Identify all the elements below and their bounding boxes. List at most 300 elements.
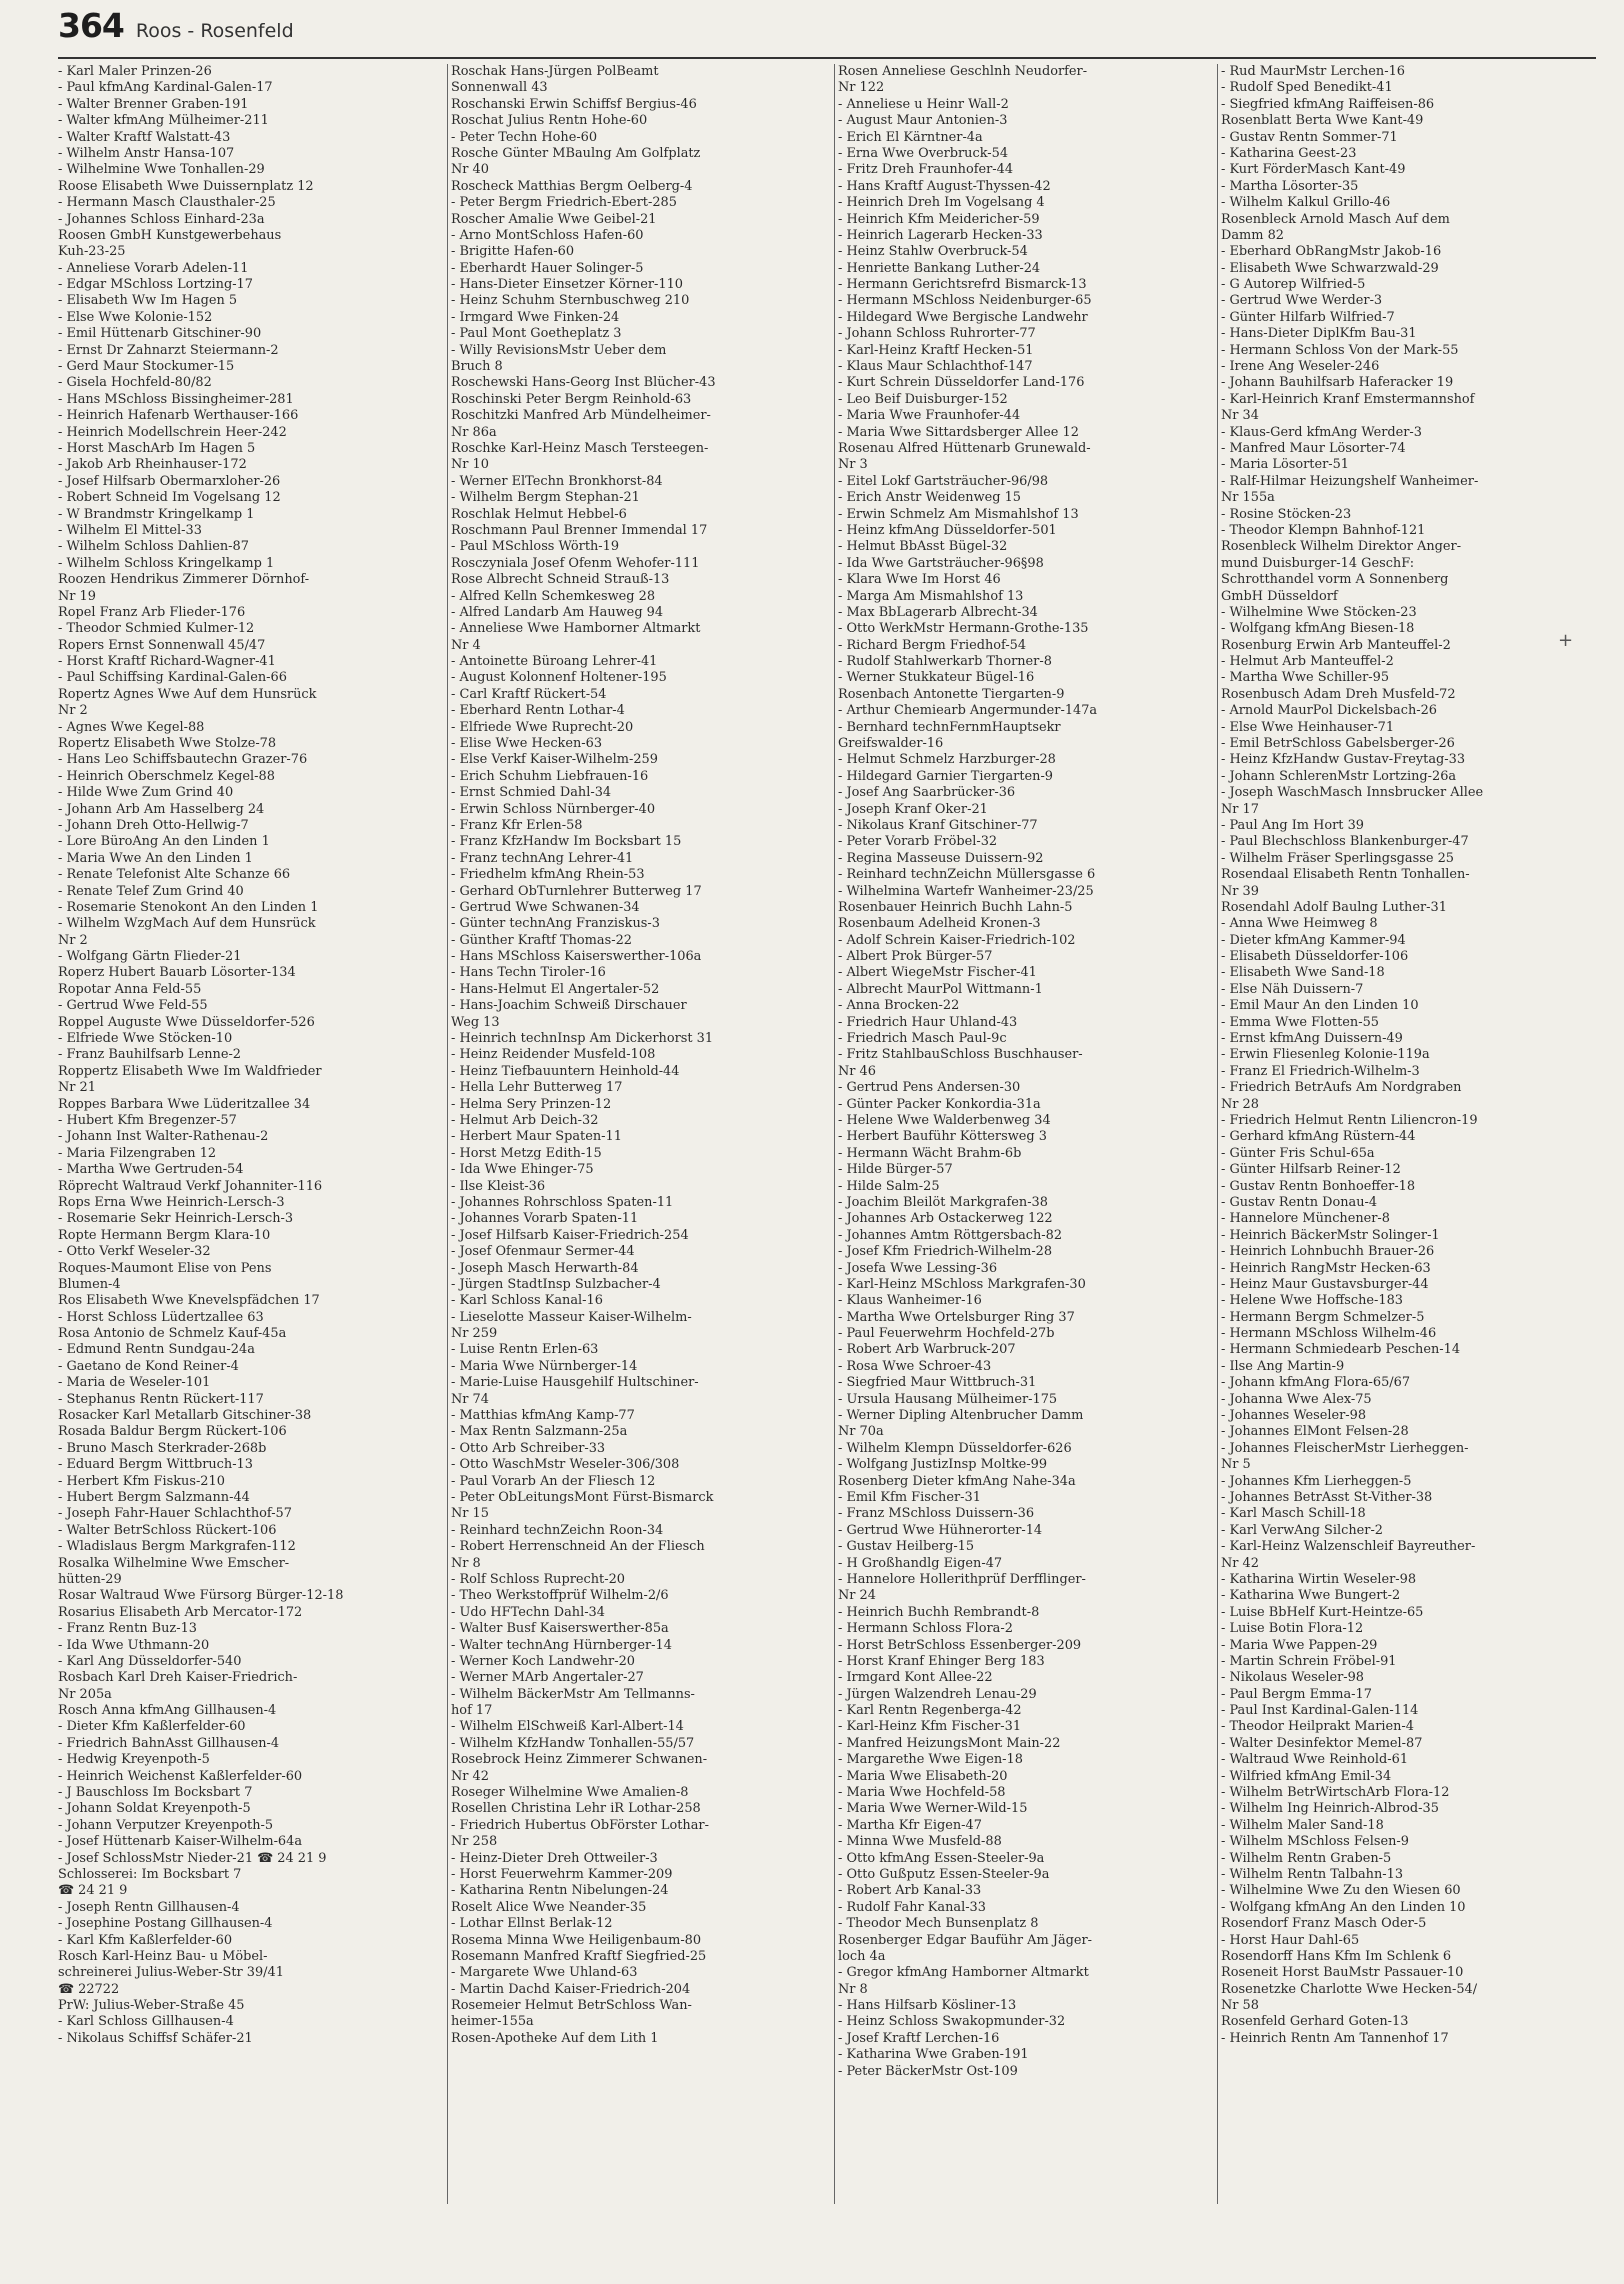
directory-entry: Rosch Anna kfmAng Gillhausen-4 [58,1703,277,1719]
directory-entry: - Josefa Wwe Lessing-36 [838,1260,998,1276]
directory-entry: - Wolfgang JustizInsp Moltke-99 [838,1457,1048,1473]
directory-entry: - Heinrich Lohnbuchh Brauer-26 [1221,1244,1435,1260]
directory-entry: - Josef Hüttenarb Kaiser-Wilhelm-64a [58,1834,303,1850]
directory-entry: - Luise Botin Flora-12 [1221,1621,1364,1637]
directory-entry: - Regina Masseuse Duissern-92 [838,850,1044,866]
directory-entry: - Friedrich Haur Uhland-43 [838,1014,1018,1030]
directory-entry: - Gregor kfmAng Hamborner Altmarkt [838,1965,1089,1981]
header-rule [58,57,1596,59]
directory-entry: Blumen-4 [58,1276,121,1292]
directory-entry: - Eberhard Rentn Lothar-4 [451,703,625,719]
directory-entry: - Franz MSchloss Duissern-36 [838,1506,1035,1522]
directory-entry: - Wolfgang kfmAng Biesen-18 [1221,621,1415,637]
directory-entry: - Hermann MSchloss Wilhelm-46 [1221,1326,1437,1342]
directory-entry: Ros Elisabeth Wwe Knevelspfädchen 17 [58,1293,320,1309]
column-4 [1221,64,1601,2214]
directory-entry: Roppertz Elisabeth Wwe Im Waldfrieder [58,1063,322,1079]
directory-entry: Schlosserei: Im Bocksbart 7 [58,1866,242,1882]
directory-entry: - Hildegard Garnier Tiergarten-9 [838,768,1054,784]
directory-entry: - Heinz Reidender Musfeld-108 [451,1047,656,1063]
directory-entry: - Paul MSchloss Wörth-19 [451,539,620,555]
directory-entry: - Waltraud Wwe Reinhold-61 [1221,1752,1409,1768]
column-3 [838,64,1216,2214]
directory-entry: - Johannes Weseler-98 [1221,1408,1367,1424]
directory-entry: - Günter Fris Schul-65a [1221,1145,1375,1161]
directory-entry: - Johannes Kfm Lierheggen-5 [1221,1473,1412,1489]
directory-entry: - Theodor Heilprakt Marien-4 [1221,1719,1414,1735]
directory-entry: - Heinrich Kfm Meidericher-59 [838,211,1040,227]
directory-entry: - Wilhelm MSchloss Felsen-9 [1221,1834,1409,1850]
directory-entry: - Johannes Vorarb Spaten-11 [451,1211,639,1227]
directory-entry: - Edgar MSchloss Lortzing-17 [58,277,253,293]
directory-entry: - Heinz-Dieter Dreh Ottweiler-3 [451,1850,658,1866]
directory-entry: - Gertrud Wwe Schwanen-34 [451,899,640,915]
directory-entry: - W Brandmstr Kringelkamp 1 [58,506,255,522]
directory-entry: - Max BbLagerarb Albrecht-34 [838,604,1038,620]
directory-entry: - Hermann Masch Clausthaler-25 [58,195,276,211]
directory-entry: - Helmut Arb Deich-32 [451,1113,599,1128]
directory-entry: - Anna Wwe Heimweg 8 [1221,916,1378,932]
directory-entry: - Rudolf Stahlwerkarb Thorner-8 [838,654,1052,670]
directory-entry: - Emil Maur An den Linden 10 [1221,998,1419,1014]
directory-entry: - Jürgen StadtInsp Sulzbacher-4 [451,1276,661,1292]
directory-entry: - Marga Am Mismahlshof 13 [838,588,1024,604]
directory-entry: Damm 82 [1221,227,1284,243]
directory-entry: - Robert Schneid Im Vogelsang 12 [58,490,281,506]
directory-entry: - Hermann Bergm Schmelzer-5 [1221,1309,1425,1325]
directory-entry: - Friedrich BetrAufs Am Nordgraben [1221,1080,1462,1096]
directory-entry: Rosch Karl-Heinz Bau- u Möbel- [58,1948,268,1964]
directory-entry: - August Maur Antonien-3 [838,113,1008,129]
directory-entry: - Wolfgang Gärtn Flieder-21 [58,949,242,965]
directory-entry: - Margarethe Wwe Eigen-18 [838,1752,1023,1768]
directory-entry: - Else Verkf Kaiser-Wilhelm-259 [451,752,658,768]
directory-entry: - Friedrich BahnAsst Gillhausen-4 [58,1735,280,1751]
directory-entry: - Ida Wwe Uthmann-20 [58,1637,210,1653]
directory-entry: - Karl Maler Prinzen-26 [58,64,212,79]
directory-entry: - Werner Koch Landwehr-20 [451,1653,635,1669]
directory-entry: - Herbert Maur Spaten-11 [451,1129,622,1145]
directory-entry: Ropers Ernst Sonnenwall 45/47 [58,637,266,653]
directory-entry: - Karl Kfm Kaßlerfelder-60 [58,1932,233,1948]
directory-entry: - Wilhelm Fräser Sperlingsgasse 25 [1221,850,1454,866]
directory-entry: - Hilde Bürger-57 [838,1162,953,1178]
directory-entry: Rosemeier Helmut BetrSchloss Wan- [451,1998,692,2014]
directory-entry: - Karl Schloss Kanal-16 [451,1293,603,1309]
directory-entry: - Otto Gußputz Essen-Steeler-9a [838,1866,1050,1882]
directory-entry: - Bruno Masch Sterkrader-268b [58,1440,267,1456]
directory-entry: - Gerhard kfmAng Rüstern-44 [1221,1129,1416,1145]
directory-entry: - Walter Brenner Graben-191 [58,96,249,112]
directory-entry: - Ernst Schmied Dahl-34 [451,785,612,801]
directory-entry: - Peter Vorarb Fröbel-32 [838,834,998,850]
directory-entry: - Heinz Stahlw Overbruck-54 [838,244,1028,260]
directory-entry: - Robert Arb Kanal-33 [838,1883,982,1899]
directory-entry: Nr 70a [838,1424,884,1440]
directory-entry: - Hilde Salm-25 [838,1178,940,1194]
directory-entry: - Johann Arb Am Hasselberg 24 [58,801,265,817]
directory-entry: - Wilhelmine Wwe Tonhallen-29 [58,162,265,178]
directory-entry: Nr 24 [838,1588,876,1604]
directory-entry: - Siegfried Maur Wittbruch-31 [838,1375,1037,1391]
directory-entry: - Elfriede Wwe Ruprecht-20 [451,719,634,735]
directory-entry: Rosada Baldur Bergm Rückert-106 [58,1424,287,1440]
directory-entry: - Heinrich Lagerarb Hecken-33 [838,227,1043,243]
directory-entry: - Karl Rentn Regenberga-42 [838,1703,1022,1719]
directory-entry: - Wilhelm BäckerMstr Am Tellmanns- [451,1686,695,1702]
directory-entry: Rosar Waltraud Wwe Fürsorg Bürger-12-18 [58,1588,344,1604]
directory-entry: - Johanna Wwe Alex-75 [1221,1391,1372,1407]
directory-entry: - Friedrich Helmut Rentn Liliencron-19 [1221,1113,1478,1128]
directory-entry: - Horst Haur Dahl-65 [1221,1932,1360,1948]
directory-entry: Nr 8 [451,1555,481,1571]
directory-entry: - Heinrich Weichenst Kaßlerfelder-60 [58,1768,303,1784]
directory-entry: - Fritz Dreh Fraunhofer-44 [838,162,1014,178]
directory-entry: - Heinz KfzHandw Gustav-Freytag-33 [1221,752,1466,768]
directory-entry: - Martin Schrein Fröbel-91 [1221,1653,1397,1669]
directory-entry: Rosenau Alfred Hüttenarb Grunewald- [838,440,1091,456]
directory-entry: - Gisela Hochfeld-80/82 [58,375,212,391]
directory-entry: - Alfred Kelln Schemkesweg 28 [451,588,656,604]
directory-entry: - Rosemarie Stenokont An den Linden 1 [58,899,319,915]
directory-entry: - Helene Wwe Walderbenweg 34 [838,1113,1051,1128]
directory-entry: - Maria Wwe Werner-Wild-15 [838,1801,1028,1817]
directory-entry: - Nikolaus Schiffsf Schäfer-21 [58,2030,253,2046]
directory-entry: - Heinz Maur Gustavsburger-44 [1221,1276,1429,1292]
directory-entry: - Rudolf Fahr Kanal-33 [838,1899,986,1915]
directory-entry: hof 17 [451,1703,493,1719]
directory-entry: - Hans Kraftf August-Thyssen-42 [838,178,1051,194]
directory-entry: - Joseph Kranf Oker-21 [838,801,988,817]
directory-entry: - Arno MontSchloss Hafen-60 [451,227,644,243]
directory-entry: - Hedwig Kreyenpoth-5 [58,1752,210,1768]
directory-entry: - Heinrich Buchh Rembrandt-8 [838,1604,1040,1620]
directory-entry: - Paul Schiffsing Kardinal-Galen-66 [58,670,287,686]
directory-entry: - Johann Dreh Otto-Hellwig-7 [58,817,249,833]
directory-entry: Rosenbusch Adam Dreh Musfeld-72 [1221,686,1456,702]
directory-entry: - Helene Wwe Hoffsche-183 [1221,1293,1403,1309]
directory-entry: - Heinrich Modellschrein Heer-242 [58,424,287,440]
directory-entry: - Horst Kranf Ehinger Berg 183 [838,1653,1045,1669]
directory-entry: - Robert Arb Warbruck-207 [838,1342,1016,1358]
directory-entry: Roschitzki Manfred Arb Mündelheimer- [451,408,711,424]
directory-entry: Rosema Minna Wwe Heiligenbaum-80 [451,1932,702,1948]
directory-entry: Roschanski Erwin Schiffsf Bergius-46 [451,96,697,112]
directory-entry: - H Großhandlg Eigen-47 [838,1555,1003,1571]
directory-entry: - Emil BetrSchloss Gabelsberger-26 [1221,736,1455,752]
directory-entry: - Herbert Bauführ Köttersweg 3 [838,1129,1047,1145]
directory-entry: Nr 19 [58,588,96,604]
directory-entry: - Klaus Maur Schlachthof-147 [838,359,1033,375]
directory-entry: - Albrecht MaurPol Wittmann-1 [838,981,1043,997]
directory-entry: - Paul Mont Goetheplatz 3 [451,326,622,342]
directory-entry: - Renate Telef Zum Grind 40 [58,883,244,899]
directory-entry: - Horst MaschArb Im Hagen 5 [58,440,256,456]
directory-entry: - Heinrich BäckerMstr Solinger-1 [1221,1227,1440,1243]
directory-entry: - Arnold MaurPol Dickelsbach-26 [1221,703,1438,719]
directory-entry: - Emil Hüttenarb Gitschiner-90 [58,326,262,342]
directory-entry: - Johann Schloss Ruhrorter-77 [838,326,1036,342]
directory-entry: - Elisabeth Düsseldorfer-106 [1221,949,1409,965]
directory-entry: - Walter technAng Hürnberger-14 [451,1637,672,1653]
directory-entry: - Werner Dipling Altenbrucher Damm [838,1408,1084,1424]
directory-entry: - Margarete Wwe Uhland-63 [451,1965,638,1981]
directory-entry: Ropertz Agnes Wwe Auf dem Hunsrück [58,686,317,702]
directory-entry: Nr 205a [58,1686,112,1702]
directory-entry: hütten-29 [58,1571,122,1587]
directory-entry: - Heinrich Rentn Am Tannenhof 17 [1221,2030,1449,2046]
directory-entry: - Wilhelm Klempn Düsseldorfer-626 [838,1440,1072,1456]
directory-entry: Nr 21 [58,1080,96,1096]
directory-entry: - Ernst Dr Zahnarzt Steiermann-2 [58,342,279,358]
directory-entry: - Anneliese Wwe Hamborner Altmarkt [451,621,701,637]
directory-entry: - Josef Kfm Friedrich-Wilhelm-28 [838,1244,1053,1260]
directory-entry: - Elfriede Wwe Stöcken-10 [58,1031,233,1047]
directory-entry: - Martha Lösorter-35 [1221,178,1359,194]
directory-entry: - Maria Wwe Fraunhofer-44 [838,408,1021,424]
directory-entry: - Karl Ang Düsseldorfer-540 [58,1653,242,1669]
directory-entry: - Lothar Ellnst Berlak-12 [451,1916,613,1932]
directory-entry: Röprecht Waltraud Verkf Johanniter-116 [58,1178,323,1194]
directory-entry: - Martha Wwe Ortelsburger Ring 37 [838,1309,1075,1325]
directory-entry: - Wilhelm Bergm Stephan-21 [451,490,640,506]
directory-entry: - Anneliese Vorarb Adelen-11 [58,260,249,276]
directory-entry: - Hans-Joachim Schweiß Dirschauer [451,998,687,1014]
directory-entry: - Paul Feuerwehrm Hochfeld-27b [838,1326,1055,1342]
directory-entry: - Irmgard Wwe Finken-24 [451,309,620,325]
directory-entry: - Horst Feuerwehrm Kammer-209 [451,1866,673,1882]
directory-entry: - Gaetano de Kond Reiner-4 [58,1358,239,1374]
directory-entry: - Maria Wwe Nürnberger-14 [451,1358,638,1374]
directory-entry: - Anneliese u Heinr Wall-2 [838,96,1009,112]
directory-entry: Roselt Alice Wwe Neander-35 [451,1899,647,1915]
directory-entry: - Carl Kraftf Rückert-54 [451,686,607,702]
directory-entry: - Ida Wwe Ehinger-75 [451,1162,594,1178]
directory-entry: - Gustav Rentn Sommer-71 [1221,129,1398,145]
directory-entry: - Hella Lehr Butterweg 17 [451,1080,623,1096]
directory-entry: Ropotar Anna Feld-55 [58,981,202,997]
directory-entry: - Friedrich Hubertus ObFörster Lothar- [451,1817,709,1833]
directory-entry: - Josef Ofenmaur Sermer-44 [451,1244,635,1260]
page-title: Roos - Rosenfeld [135,20,294,42]
directory-entry: - Manfred Maur Lösorter-74 [1221,440,1406,456]
directory-entry: - Katharina Wirtin Weseler-98 [1221,1571,1417,1587]
directory-entry: Roppes Barbara Wwe Lüderitzallee 34 [58,1096,311,1112]
directory-entry: - Rosa Wwe Schroer-43 [838,1358,992,1374]
directory-entry: - Josef Hilfsarb Kaiser-Friedrich-254 [451,1227,689,1243]
directory-entry: - Martha Wwe Gertruden-54 [58,1162,244,1178]
directory-entry: Rosen Anneliese Geschlnh Neudorfer- [838,64,1088,79]
directory-entry: Nr 258 [451,1834,498,1850]
directory-entry: Nr 40 [451,162,489,178]
directory-entry: - Franz Kfr Erlen-58 [451,817,583,833]
directory-entry: - Gertrud Pens Andersen-30 [838,1080,1021,1096]
directory-entry: - Robert Herrenschneid An der Fliesch [451,1539,705,1555]
directory-entry: - Hermann Schloss Flora-2 [838,1621,1013,1637]
directory-entry: - Wilhelm Anstr Hansa-107 [58,145,235,161]
directory-entry: - Hermann Schmiedearb Peschen-14 [1221,1342,1461,1358]
directory-entry: - Lieselotte Masseur Kaiser-Wilhelm- [451,1309,692,1325]
directory-entry: - Josef Hilfsarb Obermarxloher-26 [58,473,281,489]
directory-entry: Rose Albrecht Schneid Strauß-13 [451,572,670,588]
directory-entry: - Maria Wwe Sittardsberger Allee 12 [838,424,1079,440]
directory-entry: - Johann kfmAng Flora-65/67 [1221,1375,1411,1391]
directory-entry: - Klaus-Gerd kfmAng Werder-3 [1221,424,1422,440]
page-number: 364 [58,6,124,45]
directory-entry: Rosemann Manfred Kraftf Siegfried-25 [451,1948,707,1964]
directory-entry: Nr 74 [451,1391,489,1407]
directory-entry: Roques-Maumont Elise von Pens [58,1260,272,1276]
directory-entry: - Jürgen Walzendreh Lenau-29 [838,1686,1037,1702]
directory-entry: - Paul Vorarb An der Fliesch 12 [451,1473,656,1489]
directory-entry: - Joachim Bleilöt Markgrafen-38 [838,1194,1048,1210]
directory-entry: - Joseph Masch Herwarth-84 [451,1260,639,1276]
directory-entry: - Elisabeth Wwe Sand-18 [1221,965,1385,981]
directory-entry: - Luise BbHelf Kurt-Heintze-65 [1221,1604,1424,1620]
directory-entry: - Karl-Heinz Kfm Fischer-31 [838,1719,1022,1735]
directory-entry: - J Bauschloss Im Bocksbart 7 [58,1785,253,1801]
directory-entry: Nr 3 [838,457,868,473]
directory-entry: - Helmut Arb Manteuffel-2 [1221,654,1394,670]
directory-entry: - Dieter Kfm Kaßlerfelder-60 [58,1719,246,1735]
directory-entry: - Karl-Heinrich Kranf Emstermannshof [1221,391,1475,407]
directory-entry: - Rosemarie Sekr Heinrich-Lersch-3 [58,1211,294,1227]
directory-entry: - Wilhelm WzgMach Auf dem Hunsrück [58,916,316,932]
directory-entry: heimer-155a [451,2014,534,2030]
directory-entry: - Horst Schloss Lüdertzallee 63 [58,1309,264,1325]
directory-entry: - Gerd Maur Stockumer-15 [58,359,235,375]
directory-entry: Bruch 8 [451,359,503,375]
directory-entry: - Gertrud Wwe Werder-3 [1221,293,1383,309]
directory-entry: - Manfred HeizungsMont Main-22 [838,1735,1061,1751]
directory-entry: Nr 46 [838,1063,876,1079]
directory-entry: - Klaus Wanheimer-16 [838,1293,982,1309]
directory-entry: - Hubert Bergm Salzmann-44 [58,1489,250,1505]
directory-entry: Rosenbaum Adelheid Kronen-3 [838,916,1041,932]
directory-entry: - Wilhelm Rentn Graben-5 [1221,1850,1392,1866]
directory-entry: - Wladislaus Bergm Markgrafen-112 [58,1539,296,1555]
directory-entry: Roschak Hans-Jürgen PolBeamt [451,64,659,79]
directory-entry: - Johannes Arb Ostackerweg 122 [838,1211,1053,1227]
directory-entry: Rosenburg Erwin Arb Manteuffel-2 [1221,637,1451,653]
directory-entry: Rosen-Apotheke Auf dem Lith 1 [451,2030,659,2046]
directory-entry: - Johannes ElMont Felsen-28 [1221,1424,1409,1440]
directory-entry: - Willy RevisionsMstr Ueber dem [451,342,667,358]
directory-entry: Roose Elisabeth Wwe Duissernplatz 12 [58,178,314,194]
directory-entry: Roppel Auguste Wwe Düsseldorfer-526 [58,1014,315,1030]
directory-entry: - Johann Inst Walter-Rathenau-2 [58,1129,269,1145]
directory-entry: - Franz Bauhilfsarb Lenne-2 [58,1047,242,1063]
directory-entry: Greifswalder-16 [838,736,944,752]
directory-entry: ☎ 24 21 9 [58,1883,128,1899]
directory-entry: - Martin Dachd Kaiser-Friedrich-204 [451,1981,691,1997]
column-2 [451,64,833,2214]
directory-entry: - Johann Bauhilfsarb Haferacker 19 [1221,375,1454,391]
directory-entry: - Stephanus Rentn Rückert-117 [58,1391,264,1407]
directory-entry: Rosellen Christina Lehr iR Lothar-258 [451,1801,701,1817]
directory-entry: - Maria Wwe An den Linden 1 [58,850,253,866]
directory-entry: - Josef Kraftf Lerchen-16 [838,2030,1000,2046]
directory-entry: Rosenberg Dieter kfmAng Nahe-34a [838,1473,1076,1489]
directory-entry: - Walter Kraftf Walstatt-43 [58,129,231,145]
directory-entry: Weg 13 [451,1014,500,1030]
directory-entry: - Leo Beif Duisburger-152 [838,391,1008,407]
directory-entry: - Elisabeth Wwe Schwarzwald-29 [1221,260,1439,276]
directory-entry: - Wilhelmine Wwe Stöcken-23 [1221,604,1417,620]
directory-entry: - Klara Wwe Im Horst 46 [838,572,1001,588]
directory-entry: Rosenbleck Wilhelm Direktor Anger- [1221,539,1462,555]
directory-entry: - Maria Wwe Hochfeld-58 [838,1785,1006,1801]
directory-entry: - Hildegard Wwe Bergische Landwehr [838,309,1088,325]
directory-entry: - Arthur Chemiearb Angermunder-147a [838,703,1098,719]
directory-entry: - Irmgard Kont Allee-22 [838,1670,993,1686]
directory-entry: - Kurt FörderMasch Kant-49 [1221,162,1406,178]
directory-entry: - Paul Blechschloss Blankenburger-47 [1221,834,1469,850]
directory-entry: - Helmut Schmelz Harzburger-28 [838,752,1056,768]
directory-entry: - Alfred Landarb Am Hauweg 94 [451,604,664,620]
directory-entry: - Eberhardt Hauer Solinger-5 [451,260,644,276]
directory-entry: - Emil Kfm Fischer-31 [838,1489,981,1505]
directory-entry: Roschat Julius Rentn Hohe-60 [451,113,648,129]
directory-entry: - Heinz kfmAng Düsseldorfer-501 [838,522,1057,538]
directory-entry: - Elisabeth Ww Im Hagen 5 [58,293,238,309]
directory-entry: - Horst Kraftf Richard-Wagner-41 [58,654,276,670]
directory-entry: - Rud MaurMstr Lerchen-16 [1221,64,1405,79]
directory-entry: - Albert WiegeMstr Fischer-41 [838,965,1037,981]
directory-entry: - Günter technAng Franziskus-3 [451,916,660,932]
directory-entry: - Otto WerkMstr Hermann-Grothe-135 [838,621,1089,637]
directory-entry: Rosendaal Elisabeth Rentn Tonhallen- [1221,867,1470,883]
directory-entry: - Peter ObLeitungsMont Fürst-Bismarck [451,1489,714,1505]
directory-entry: Roschmann Paul Brenner Immendal 17 [451,522,708,538]
directory-entry: - Johannes Amtm Röttgersbach-82 [838,1227,1063,1243]
directory-entry: - Erna Wwe Overbruck-54 [838,145,1009,161]
directory-entry: - Else Näh Duissern-7 [1221,981,1364,997]
directory-entry: Schrotthandel vorm A Sonnenberg [1221,572,1449,588]
directory-entry: - Walter BetrSchloss Rückert-106 [58,1522,277,1538]
directory-entry: - Helma Sery Prinzen-12 [451,1096,612,1112]
directory-entry: - Reinhard technZeichn Roon-34 [451,1522,664,1538]
directory-entry: - Hans Hilfsarb Kösliner-13 [838,1998,1017,2014]
directory-entry: - Max Rentn Salzmann-25a [451,1424,628,1440]
directory-entry: Roschewski Hans-Georg Inst Blücher-43 [451,375,716,391]
directory-entry: - Heinrich Hafenarb Werthauser-166 [58,408,299,424]
directory-entry: - Hannelore Hollerithprüf Derfflinger- [838,1571,1086,1587]
directory-entry: - Horst BetrSchloss Essenberger-209 [838,1637,1082,1653]
directory-entry: Ropel Franz Arb Flieder-176 [58,604,246,620]
directory-entry: - Hermann Gerichtsrefrd Bismarck-13 [838,277,1087,293]
directory-entry: Rosebrock Heinz Zimmerer Schwanen- [451,1752,708,1768]
directory-entry: - Katharina Geest-23 [1221,145,1357,161]
directory-entry: - Hans Leo Schiffsbautechn Grazer-76 [58,752,308,768]
directory-entry: Nr 259 [451,1326,498,1342]
directory-entry: Nr 58 [1221,1998,1259,2014]
directory-entry: - Franz KfzHandw Im Bocksbart 15 [451,834,682,850]
directory-entry: Nr 10 [451,457,489,473]
directory-entry: - Ursula Hausang Mülheimer-175 [838,1391,1058,1407]
directory-entry: - Anna Brocken-22 [838,998,960,1014]
directory-entry: Rosarius Elisabeth Arb Mercator-172 [58,1604,303,1620]
directory-entry: Rosenberger Edgar Bauführ Am Jäger- [838,1932,1093,1948]
directory-entry: Nr 5 [1221,1457,1251,1473]
directory-entry: Roperz Hubert Bauarb Lösorter-134 [58,965,296,981]
directory-entry: - Wilhelm ElSchweiß Karl-Albert-14 [451,1719,684,1735]
directory-entry: Nr 86a [451,424,497,440]
directory-entry: - Günter Packer Konkordia-31a [838,1096,1041,1112]
directory-entry: - Eitel Lokf Gartsträucher-96/98 [838,473,1049,489]
directory-entry: - Wilfried kfmAng Emil-34 [1221,1768,1392,1784]
directory-entry: Roscher Amalie Wwe Geibel-21 [451,211,657,227]
